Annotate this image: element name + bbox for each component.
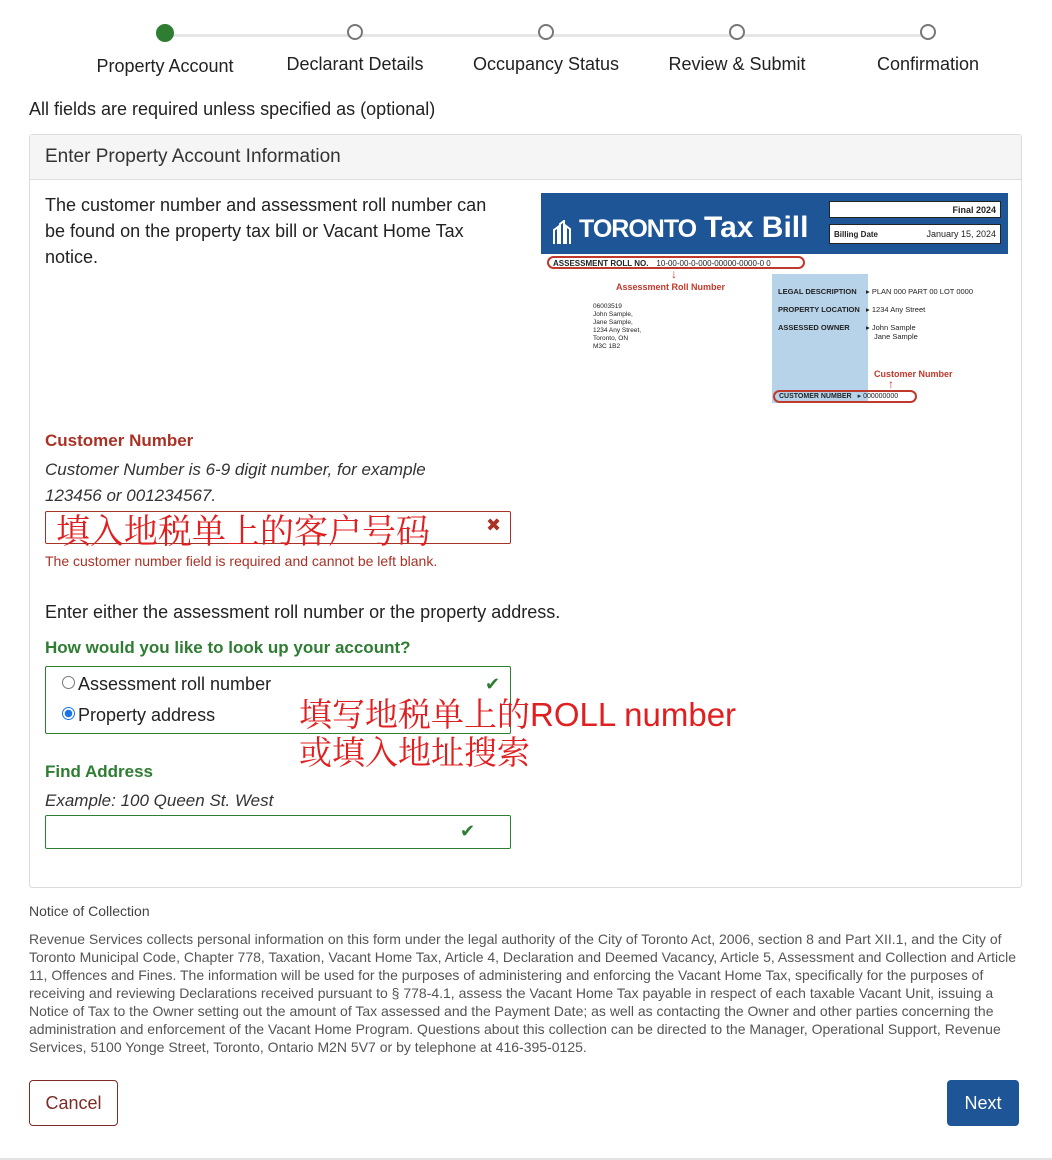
notice-of-collection-title: Notice of Collection: [29, 903, 150, 919]
customer-number-annotation: 填入地税单上的客户号码: [56, 513, 430, 551]
step-occupancy-status: [451, 22, 641, 75]
radio-button-selected[interactable]: [62, 707, 75, 720]
customer-number-hint: Customer Number is 6-9 digit number, for example 123456 or 001234567.: [45, 460, 426, 505]
step-label: Property Account: [96, 56, 234, 76]
step-dot: [347, 24, 363, 40]
roll-number-annotation: [299, 696, 736, 772]
row-key: LEGAL DESCRIPTION: [778, 287, 857, 296]
step-dot: [538, 24, 554, 40]
address-line: Jane Sample,: [593, 319, 633, 326]
row-key: PROPERTY LOCATION: [778, 305, 860, 314]
step-label: Occupancy Status: [472, 54, 620, 74]
row-value: ▸ PLAN 000 PART 00 LOT 0000: [866, 287, 974, 296]
step-dot-current: [156, 24, 174, 42]
toronto-logo: [553, 215, 696, 244]
row-value: ▸ 1234 Any Street: [866, 305, 926, 314]
find-address-hint: Example: 100 Queen St. West: [45, 791, 274, 810]
annotation-line: 或填入地址搜索: [299, 734, 530, 771]
tax-bill-billing-date: [829, 224, 1001, 244]
billing-date-label: Billing Date: [834, 230, 879, 239]
radio-assessment-roll-number[interactable]: [62, 674, 271, 695]
radio-label: Assessment roll number: [78, 674, 272, 694]
tax-bill-header: [541, 193, 1008, 254]
step-declarant-details: [260, 22, 450, 75]
toronto-logo-icon: [553, 220, 575, 244]
checkmark-icon: ✔: [460, 821, 476, 841]
radio-label: Property address: [78, 705, 216, 725]
required-fields-note: All fields are required unless specified as (optional): [29, 99, 436, 119]
customer-number-value: ▸ 000000000: [857, 393, 899, 400]
step-label: Review & Submit: [668, 54, 806, 74]
row-key: ASSESSED OWNER: [778, 323, 850, 332]
tax-bill-row: [778, 323, 973, 332]
customer-number-label: Customer Number: [45, 431, 194, 450]
address-line: Toronto, ON: [593, 335, 629, 342]
next-button[interactable]: Next: [947, 1080, 1019, 1126]
panel-title: Enter Property Account Information: [30, 135, 1021, 180]
step-label: Confirmation: [876, 54, 980, 74]
customer-callout: Customer Number: [874, 369, 953, 379]
tax-bill-title: Tax Bill: [704, 211, 809, 244]
billing-date-value: January 15, 2024: [926, 229, 996, 239]
toronto-logo-text: TORONTO: [579, 215, 697, 243]
address-line: John Sample,: [593, 311, 633, 318]
step-dot: [920, 24, 936, 40]
cancel-button[interactable]: Cancel: [29, 1080, 118, 1126]
step-review-submit: [642, 22, 832, 75]
customer-number-error: The customer number field is required and cannot be left blank.: [45, 553, 438, 569]
close-icon: ✖: [486, 515, 502, 535]
step-dot: [729, 24, 745, 40]
row-value: ▸ John Sample: [866, 323, 916, 332]
tax-bill-row: [778, 301, 973, 319]
tax-bill-row: [778, 332, 973, 341]
roll-label: ASSESSMENT ROLL NO.: [553, 259, 649, 268]
customer-number-key: CUSTOMER NUMBER: [779, 393, 852, 400]
intro-text: The customer number and assessment roll number can be found on the property tax bill or Vacant Home Tax notice.: [45, 195, 487, 267]
find-address-label: Find Address: [45, 762, 153, 781]
tax-bill-row: [778, 283, 973, 301]
row-value: Jane Sample: [874, 332, 918, 341]
lookup-question: How would you like to look up your account?: [45, 638, 411, 657]
address-line: 06003519: [593, 303, 622, 310]
tax-bill-mailing-address: [593, 303, 641, 351]
step-label: Declarant Details: [286, 54, 424, 74]
notice-of-collection-body: Revenue Services collects personal information on this form under the legal authority of the City of Toronto Act, 2006, section 8 and Part XII.1, and the City of Toronto Municipal Code, Chapter 778, Taxation, Vacant Home Tax, Article 4, Declaration and Deemed Vacancy, Article 5, Assessment and Collection and Article 11, Offences and Fines. The information will be used for the purposes of administering and enforcing the Vacant Home Tax, specifically for the purposes of receiving and reviewing Declarations received pursuant to § 778-4.1, assess the Vacant Home Tax payable in respect of each taxable Vacant Unit, issuing a Notice of Tax to the Owner setting out the amount of Tax assessed and the Payment Date; as well as contacting the Owner and other parties concerning the administration and enforcement of the Vacant Home Program. Questions about this collection can be directed to the Manager, Operational Support, Revenue Services, 5100 Yonge Street, Toronto, Ontario M2N 5V7 or by telephone at 416-395-0125.: [29, 931, 1017, 1055]
roll-callout: Assessment Roll Number: [616, 282, 726, 292]
progress-stepper: [0, 22, 1052, 92]
address-line: 1234 Any Street,: [593, 327, 642, 334]
lookup-instruction: Enter either the assessment roll number or the property address.: [45, 602, 561, 622]
roll-value: 10-00-00-0-000-00000-0000-0 0: [656, 259, 771, 268]
step-confirmation: [833, 22, 1023, 75]
address-line: M3C 1B2: [593, 343, 621, 350]
arrow-down-icon: ↓: [671, 267, 677, 281]
arrow-up-icon: ↑: [888, 377, 894, 391]
radio-button[interactable]: [62, 676, 75, 689]
tax-bill-customer-number: [773, 390, 917, 403]
step-property-account: [70, 22, 260, 77]
tax-bill-sample-image: [541, 193, 1008, 405]
annotation-line: 填写地税单上的ROLL number: [299, 696, 737, 733]
radio-property-address[interactable]: [62, 705, 215, 726]
checkmark-icon: ✔: [485, 674, 501, 694]
tax-bill-final: Final 2024: [829, 201, 1001, 218]
tax-bill-property-rows: [778, 283, 973, 341]
find-address-input[interactable]: [45, 815, 511, 849]
